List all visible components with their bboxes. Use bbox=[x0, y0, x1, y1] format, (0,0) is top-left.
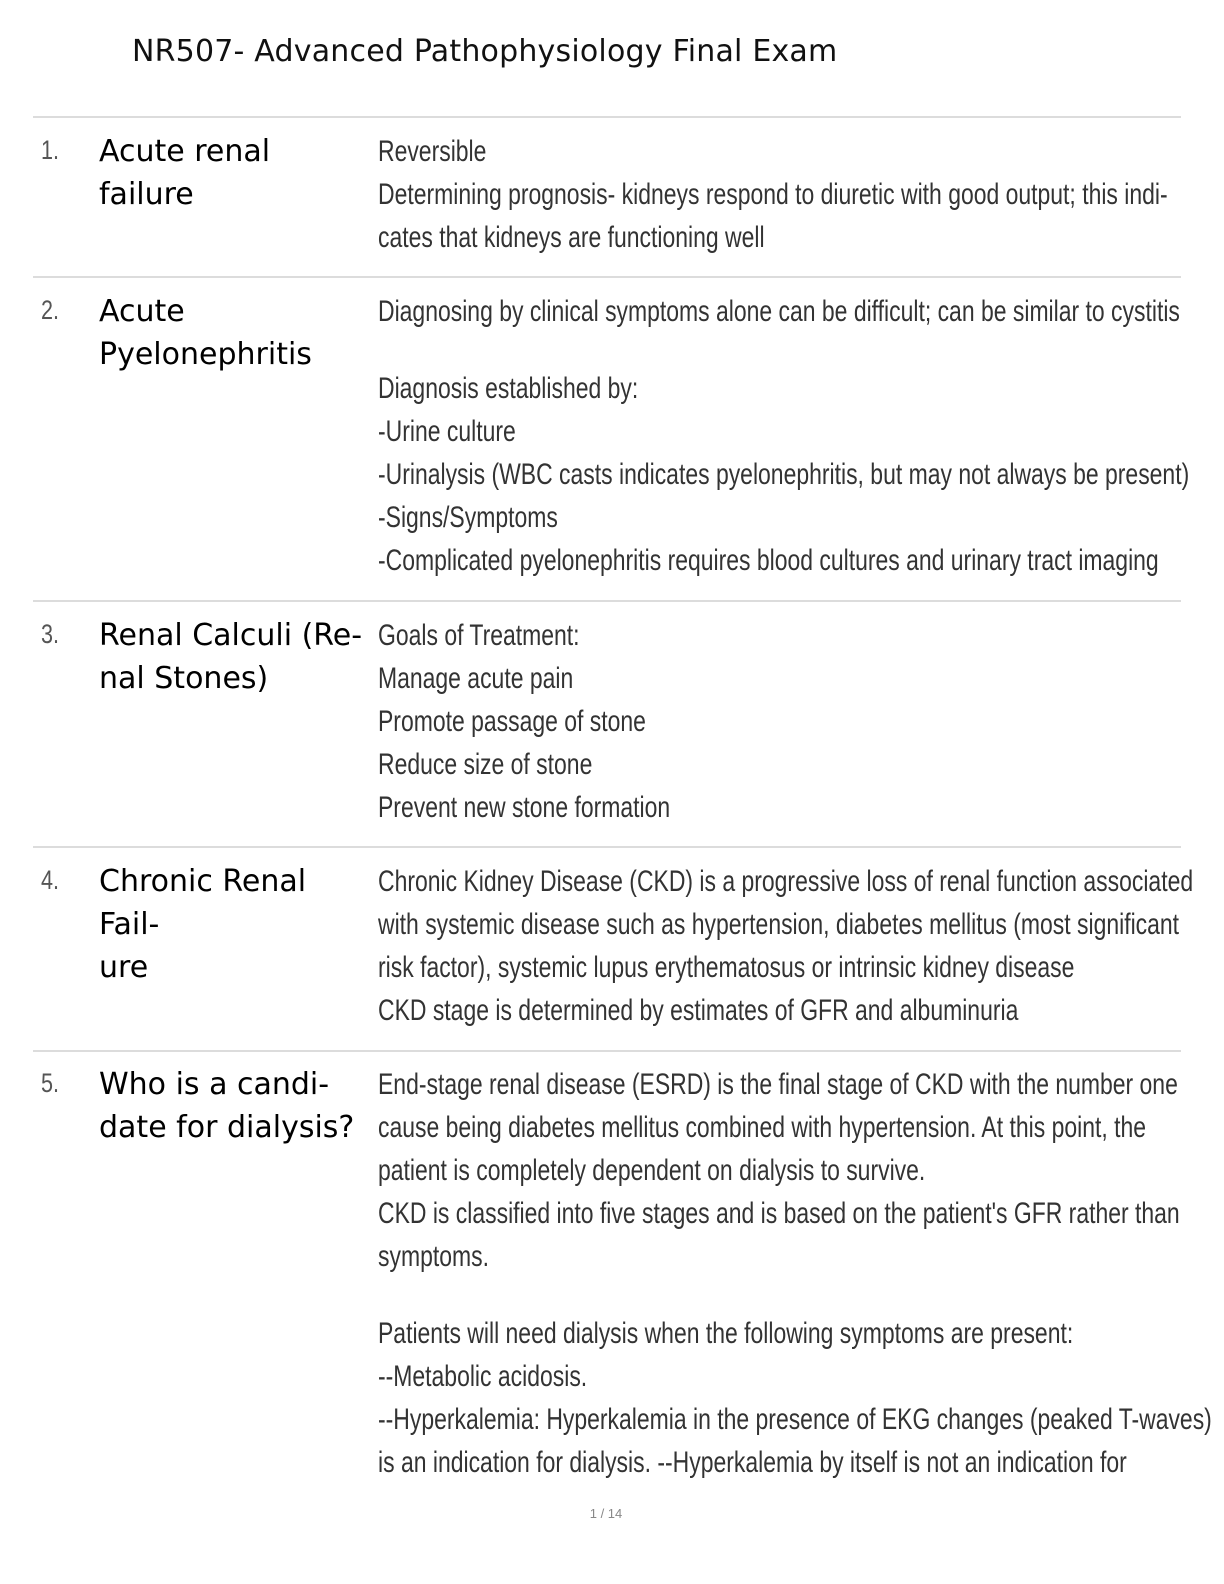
definition-line: patient is completely dependent on dialysis to survive. bbox=[378, 1154, 926, 1187]
entry-term bbox=[99, 290, 371, 376]
entry-number: 4. bbox=[41, 865, 60, 895]
divider bbox=[33, 600, 1181, 602]
definition-line: -Urinalysis (WBC casts indicates pyelonephritis, but may not always be present) bbox=[378, 458, 1190, 491]
entry-term bbox=[99, 1063, 371, 1149]
divider bbox=[33, 276, 1181, 278]
entry-definition bbox=[378, 614, 1174, 829]
entry-number: 3. bbox=[41, 619, 60, 649]
divider bbox=[33, 116, 1181, 118]
definition-line: End-stage renal disease (ESRD) is the final stage of CKD with the number one bbox=[378, 1068, 1178, 1101]
definition-line: -Urine culture bbox=[378, 415, 516, 448]
term-line: Acute bbox=[99, 294, 185, 329]
definition-line: symptoms. bbox=[378, 1240, 489, 1273]
entry-term bbox=[99, 130, 371, 216]
document-title: NR507- Advanced Pathophysiology Final Exam bbox=[132, 34, 838, 69]
entry-number: 1. bbox=[41, 135, 60, 165]
definition-line: --Metabolic acidosis. bbox=[378, 1360, 588, 1393]
term-line: nal Stones) bbox=[99, 661, 269, 696]
definition-line: Diagnosis established by: bbox=[378, 372, 639, 405]
definition-line: CKD is classified into five stages and is based on the patient's GFR rather than bbox=[378, 1197, 1180, 1230]
entry-definition bbox=[378, 1063, 1212, 1484]
definition-line: -Signs/Symptoms bbox=[378, 501, 558, 534]
term-line: Renal Calculi (Re- bbox=[99, 618, 363, 653]
paragraph-gap bbox=[378, 1278, 1174, 1312]
definition-line: -Complicated pyelonephritis requires blood cultures and urinary tract imaging bbox=[378, 544, 1159, 577]
divider bbox=[33, 846, 1181, 848]
definition-line: Reduce size of stone bbox=[378, 748, 593, 781]
term-line: Chronic Renal Fail- bbox=[99, 864, 307, 942]
definition-line: Goals of Treatment: bbox=[378, 619, 580, 652]
definition-line: Patients will need dialysis when the following symptoms are present: bbox=[378, 1317, 1074, 1350]
definition-line: Manage acute pain bbox=[378, 662, 574, 695]
page-number: 1 / 14 bbox=[589, 1506, 623, 1521]
term-line: date for dialysis? bbox=[99, 1110, 355, 1145]
entry-number: 2. bbox=[41, 295, 60, 325]
definition-line: Reversible bbox=[378, 135, 487, 168]
definition-line: risk factor), systemic lupus erythematosus or intrinsic kidney disease bbox=[378, 951, 1075, 984]
definition-line: Diagnosing by clinical symptoms alone can be difficult; can be similar to cystitis bbox=[378, 295, 1180, 328]
paragraph-gap bbox=[378, 333, 1174, 367]
definition-line: with systemic disease such as hypertension, diabetes mellitus (most significant bbox=[378, 908, 1180, 941]
definition-line: Determining prognosis- kidneys respond to diuretic with good output; this indi- bbox=[378, 178, 1168, 211]
entry-definition bbox=[378, 130, 1174, 259]
entry-definition bbox=[378, 290, 1190, 582]
term-line: Acute renal failure bbox=[99, 134, 271, 212]
definition-line: Promote passage of stone bbox=[378, 705, 646, 738]
entry-definition bbox=[378, 860, 1194, 1032]
divider bbox=[33, 1050, 1181, 1052]
entry-number: 5. bbox=[41, 1068, 60, 1098]
definition-line: is an indication for dialysis. --Hyperkalemia by itself is not an indication for bbox=[378, 1446, 1127, 1479]
term-line: ure bbox=[99, 950, 149, 985]
definition-line: Chronic Kidney Disease (CKD) is a progressive loss of renal function associated bbox=[378, 865, 1194, 898]
definition-line: cause being diabetes mellitus combined with hypertension. At this point, the bbox=[378, 1111, 1147, 1144]
term-line: Who is a candi- bbox=[99, 1067, 330, 1102]
definition-line: Prevent new stone formation bbox=[378, 791, 671, 824]
entry-term bbox=[99, 614, 371, 700]
definition-line: CKD stage is determined by estimates of GFR and albuminuria bbox=[378, 994, 1019, 1027]
definition-line: --Hyperkalemia: Hyperkalemia in the presence of EKG changes (peaked T-waves) bbox=[378, 1403, 1212, 1436]
term-line: Pyelonephritis bbox=[99, 337, 312, 372]
entry-term bbox=[99, 860, 371, 989]
definition-line: cates that kidneys are functioning well bbox=[378, 221, 765, 254]
